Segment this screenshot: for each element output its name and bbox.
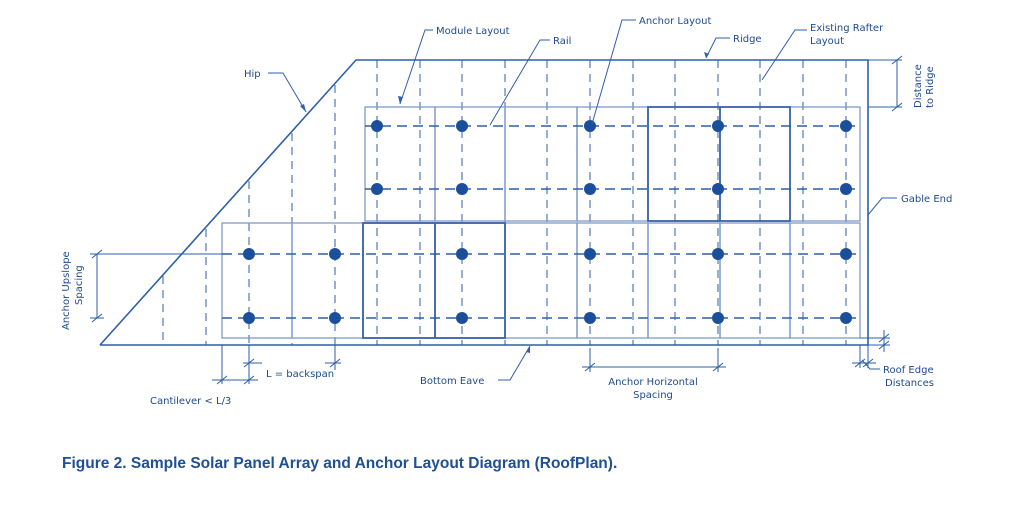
anchor-dot bbox=[584, 248, 596, 260]
anchor-dot bbox=[456, 312, 468, 324]
label-ridge: Ridge bbox=[733, 34, 762, 45]
label-cantilever: Cantilever < L/3 bbox=[150, 396, 232, 407]
label-module-layout: Module Layout bbox=[436, 26, 510, 37]
roof-edge-dimension bbox=[852, 330, 890, 368]
anchor-dot bbox=[840, 120, 852, 132]
anchor-dot bbox=[712, 248, 724, 260]
label-distance-to-ridge-2: to Ridge bbox=[925, 66, 936, 108]
anchor-dot bbox=[456, 183, 468, 195]
anchor-dot bbox=[243, 248, 255, 260]
distance-to-ridge-dimension bbox=[868, 56, 902, 111]
label-anchor-horizontal: Anchor Horizontal bbox=[608, 377, 698, 388]
anchor-dot bbox=[840, 183, 852, 195]
label-anchor-horizontal-spacing: Spacing bbox=[633, 390, 673, 401]
anchor-dot bbox=[329, 312, 341, 324]
anchor-dot bbox=[371, 120, 383, 132]
label-existing-rafter: Existing Rafter bbox=[810, 23, 884, 34]
anchor-dot bbox=[712, 183, 724, 195]
label-gable-end: Gable End bbox=[901, 194, 953, 205]
anchor-dot bbox=[584, 312, 596, 324]
anchor-dot bbox=[584, 120, 596, 132]
roof-outline bbox=[100, 60, 868, 345]
anchor-dot bbox=[584, 183, 596, 195]
label-existing-rafter-layout: Layout bbox=[810, 36, 844, 47]
figure-caption: Figure 2. Sample Solar Panel Array and Anchor Layout Diagram (RoofPlan). bbox=[62, 455, 618, 472]
anchor-dot bbox=[243, 312, 255, 324]
label-anchor-upslope: Anchor Upslope bbox=[61, 251, 72, 330]
anchor-dot bbox=[840, 312, 852, 324]
label-anchor-layout: Anchor Layout bbox=[639, 16, 712, 27]
anchor-horizontal-dimension bbox=[582, 348, 726, 372]
label-roof-edge-distances: Distances bbox=[885, 378, 934, 389]
anchor-dot bbox=[456, 248, 468, 260]
anchor-upslope-dimension bbox=[90, 250, 222, 322]
anchor-dot bbox=[371, 183, 383, 195]
anchor-dot bbox=[712, 120, 724, 132]
anchor-dot bbox=[712, 312, 724, 324]
anchor-dot bbox=[329, 248, 341, 260]
label-distance-to-ridge: Distance bbox=[913, 64, 924, 108]
label-roof-edge: Roof Edge bbox=[883, 365, 934, 376]
anchor-dot bbox=[456, 120, 468, 132]
anchor-dot bbox=[840, 248, 852, 260]
rail-lines bbox=[222, 126, 860, 318]
label-hip: Hip bbox=[244, 69, 261, 80]
label-rail: Rail bbox=[553, 36, 572, 47]
label-backspan: L = backspan bbox=[266, 369, 335, 380]
label-anchor-upslope-spacing: Spacing bbox=[74, 265, 85, 305]
module-layout bbox=[222, 107, 860, 338]
label-bottom-eave: Bottom Eave bbox=[420, 376, 485, 387]
